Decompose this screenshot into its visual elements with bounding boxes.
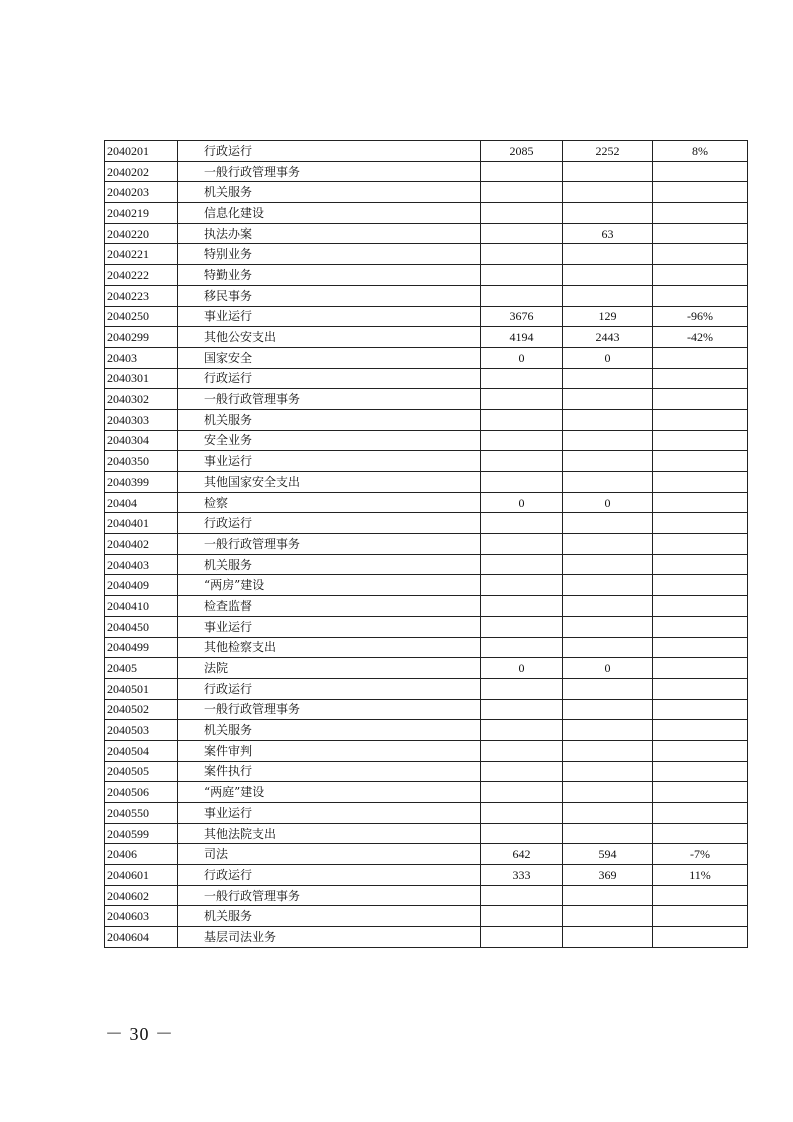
value-2-cell [563,513,653,534]
value-2-cell: 0 [563,492,653,513]
change-percent-cell [653,823,748,844]
item-code-cell: 2040250 [105,306,178,327]
change-percent-cell [653,596,748,617]
change-percent-cell [653,161,748,182]
item-name-cell: 行政运行 [178,865,481,886]
item-name-cell: 事业运行 [178,306,481,327]
change-percent-cell: 11% [653,865,748,886]
table-row [105,844,748,865]
change-percent-cell [653,575,748,596]
table-row [105,927,748,948]
table-row [105,409,748,430]
table-row [105,699,748,720]
item-code-cell: 2040599 [105,823,178,844]
page-number: － 30 － [105,1024,174,1044]
table-row [105,720,748,741]
value-2-cell [563,554,653,575]
change-percent-cell [653,223,748,244]
value-1-cell [481,678,563,699]
value-2-cell: 129 [563,306,653,327]
item-code-cell: 2040504 [105,740,178,761]
item-name-cell: 法院 [178,658,481,679]
item-name-cell: 机关服务 [178,906,481,927]
item-name-cell: 其他检察支出 [178,637,481,658]
value-1-cell [481,699,563,720]
value-2-cell [563,927,653,948]
table-row [105,885,748,906]
table-row [105,865,748,886]
value-2-cell [563,368,653,389]
item-code-cell: 2040502 [105,699,178,720]
value-1-cell [481,637,563,658]
value-1-cell [481,885,563,906]
value-2-cell [563,678,653,699]
value-2-cell: 2252 [563,141,653,162]
value-2-cell [563,161,653,182]
item-name-cell: 基层司法业务 [178,927,481,948]
item-name-cell: 移民事务 [178,285,481,306]
item-name-cell: 行政运行 [178,513,481,534]
item-code-cell: 2040450 [105,616,178,637]
value-2-cell [563,720,653,741]
value-1-cell [481,472,563,493]
table-row [105,678,748,699]
value-1-cell [481,906,563,927]
value-2-cell: 0 [563,347,653,368]
table-row [105,513,748,534]
item-code-cell: 20403 [105,347,178,368]
table-row [105,223,748,244]
value-2-cell [563,244,653,265]
value-1-cell [481,720,563,741]
value-1-cell [481,368,563,389]
item-code-cell: 2040223 [105,285,178,306]
item-code-cell: 2040220 [105,223,178,244]
item-name-cell: 机关服务 [178,409,481,430]
value-1-cell [481,244,563,265]
item-code-cell: 2040219 [105,203,178,224]
change-percent-cell [653,513,748,534]
change-percent-cell [653,740,748,761]
value-1-cell [481,409,563,430]
change-percent-cell [653,761,748,782]
item-code-cell: 2040602 [105,885,178,906]
table-row [105,451,748,472]
value-2-cell [563,472,653,493]
table-row [105,782,748,803]
table-row [105,534,748,555]
item-code-cell: 2040303 [105,409,178,430]
value-1-cell [481,203,563,224]
item-code-cell: 20406 [105,844,178,865]
value-1-cell [481,265,563,286]
table-row [105,554,748,575]
item-name-cell: 案件执行 [178,761,481,782]
change-percent-cell [653,389,748,410]
item-code-cell: 2040401 [105,513,178,534]
change-percent-cell [653,906,748,927]
item-name-cell: 特别业务 [178,244,481,265]
item-code-cell: 2040221 [105,244,178,265]
value-1-cell [481,803,563,824]
change-percent-cell [653,492,748,513]
item-code-cell: 2040350 [105,451,178,472]
value-1-cell [481,740,563,761]
item-name-cell: “两庭”建设 [178,782,481,803]
table-row [105,244,748,265]
item-name-cell: 一般行政管理事务 [178,389,481,410]
item-name-cell: 一般行政管理事务 [178,699,481,720]
value-2-cell [563,182,653,203]
table-row [105,430,748,451]
change-percent-cell [653,927,748,948]
item-name-cell: 安全业务 [178,430,481,451]
value-1-cell [481,761,563,782]
item-code-cell: 2040301 [105,368,178,389]
value-1-cell [481,430,563,451]
change-percent-cell [653,554,748,575]
change-percent-cell [653,182,748,203]
value-1-cell: 0 [481,658,563,679]
item-name-cell: 行政运行 [178,368,481,389]
item-name-cell: “两房”建设 [178,575,481,596]
value-2-cell [563,451,653,472]
change-percent-cell [653,244,748,265]
table-body [105,141,748,948]
change-percent-cell: -42% [653,327,748,348]
change-percent-cell [653,699,748,720]
value-2-cell [563,740,653,761]
value-1-cell: 642 [481,844,563,865]
change-percent-cell [653,409,748,430]
table-row [105,182,748,203]
change-percent-cell [653,368,748,389]
item-name-cell: 检查监督 [178,596,481,617]
item-code-cell: 2040503 [105,720,178,741]
value-2-cell [563,575,653,596]
value-1-cell [481,161,563,182]
table-row [105,637,748,658]
change-percent-cell [653,678,748,699]
item-code-cell: 2040505 [105,761,178,782]
item-name-cell: 检察 [178,492,481,513]
table-row [105,368,748,389]
item-code-cell: 2040203 [105,182,178,203]
item-code-cell: 2040201 [105,141,178,162]
table-row [105,492,748,513]
value-2-cell: 63 [563,223,653,244]
value-2-cell [563,265,653,286]
table-row [105,823,748,844]
item-name-cell: 行政运行 [178,678,481,699]
table-row [105,347,748,368]
change-percent-cell [653,430,748,451]
change-percent-cell [653,285,748,306]
item-code-cell: 2040506 [105,782,178,803]
change-percent-cell [653,347,748,368]
value-2-cell [563,430,653,451]
item-code-cell: 2040403 [105,554,178,575]
value-2-cell: 594 [563,844,653,865]
item-code-cell: 20404 [105,492,178,513]
table-row [105,658,748,679]
value-2-cell [563,409,653,430]
item-name-cell: 机关服务 [178,554,481,575]
value-2-cell [563,534,653,555]
item-code-cell: 2040304 [105,430,178,451]
value-1-cell [481,616,563,637]
item-name-cell: 事业运行 [178,803,481,824]
table-row [105,575,748,596]
expenditure-table [104,140,748,948]
value-1-cell: 4194 [481,327,563,348]
value-2-cell [563,761,653,782]
item-code-cell: 2040604 [105,927,178,948]
item-name-cell: 一般行政管理事务 [178,885,481,906]
item-name-cell: 一般行政管理事务 [178,161,481,182]
value-1-cell [481,451,563,472]
table-row [105,161,748,182]
table-row [105,803,748,824]
change-percent-cell [653,472,748,493]
table-row [105,761,748,782]
change-percent-cell [653,451,748,472]
value-1-cell: 3676 [481,306,563,327]
table-row [105,740,748,761]
value-1-cell [481,182,563,203]
value-2-cell [563,885,653,906]
item-code-cell: 2040402 [105,534,178,555]
value-1-cell [481,389,563,410]
value-2-cell [563,203,653,224]
change-percent-cell [653,885,748,906]
table-row [105,327,748,348]
item-name-cell: 行政运行 [178,141,481,162]
value-2-cell: 369 [563,865,653,886]
change-percent-cell [653,720,748,741]
value-1-cell: 333 [481,865,563,886]
value-1-cell [481,554,563,575]
change-percent-cell [653,782,748,803]
value-1-cell [481,285,563,306]
item-code-cell: 2040399 [105,472,178,493]
value-2-cell [563,616,653,637]
table-row [105,389,748,410]
change-percent-cell [653,803,748,824]
item-code-cell: 2040202 [105,161,178,182]
item-name-cell: 其他国家安全支出 [178,472,481,493]
value-2-cell [563,637,653,658]
change-percent-cell [653,637,748,658]
item-code-cell: 2040601 [105,865,178,886]
table-row [105,906,748,927]
item-code-cell: 2040410 [105,596,178,617]
value-2-cell [563,803,653,824]
value-1-cell [481,223,563,244]
item-code-cell: 2040501 [105,678,178,699]
item-code-cell: 20405 [105,658,178,679]
change-percent-cell [653,203,748,224]
item-name-cell: 信息化建设 [178,203,481,224]
item-name-cell: 特勤业务 [178,265,481,286]
value-1-cell: 2085 [481,141,563,162]
item-name-cell: 事业运行 [178,616,481,637]
value-1-cell [481,596,563,617]
value-1-cell: 0 [481,347,563,368]
change-percent-cell: 8% [653,141,748,162]
item-name-cell: 案件审判 [178,740,481,761]
table-row [105,203,748,224]
value-2-cell [563,285,653,306]
value-2-cell: 0 [563,658,653,679]
value-2-cell [563,389,653,410]
item-name-cell: 事业运行 [178,451,481,472]
value-1-cell [481,823,563,844]
table-row [105,472,748,493]
item-code-cell: 2040302 [105,389,178,410]
item-name-cell: 机关服务 [178,182,481,203]
change-percent-cell [653,616,748,637]
change-percent-cell: -7% [653,844,748,865]
change-percent-cell [653,658,748,679]
item-name-cell: 司法 [178,844,481,865]
item-name-cell: 机关服务 [178,720,481,741]
table-row [105,141,748,162]
value-2-cell [563,823,653,844]
value-1-cell [481,927,563,948]
change-percent-cell: -96% [653,306,748,327]
item-code-cell: 2040603 [105,906,178,927]
value-1-cell [481,782,563,803]
value-2-cell: 2443 [563,327,653,348]
item-code-cell: 2040222 [105,265,178,286]
table-row [105,596,748,617]
value-1-cell [481,534,563,555]
item-name-cell: 其他法院支出 [178,823,481,844]
value-1-cell [481,513,563,534]
item-code-cell: 2040409 [105,575,178,596]
item-name-cell: 一般行政管理事务 [178,534,481,555]
item-code-cell: 2040299 [105,327,178,348]
value-2-cell [563,782,653,803]
value-2-cell [563,906,653,927]
item-name-cell: 执法办案 [178,223,481,244]
table-row [105,616,748,637]
item-name-cell: 国家安全 [178,347,481,368]
value-2-cell [563,596,653,617]
item-code-cell: 2040499 [105,637,178,658]
item-code-cell: 2040550 [105,803,178,824]
table-row [105,306,748,327]
item-name-cell: 其他公安支出 [178,327,481,348]
value-1-cell [481,575,563,596]
table-row [105,285,748,306]
value-1-cell: 0 [481,492,563,513]
value-2-cell [563,699,653,720]
table-row [105,265,748,286]
change-percent-cell [653,534,748,555]
change-percent-cell [653,265,748,286]
